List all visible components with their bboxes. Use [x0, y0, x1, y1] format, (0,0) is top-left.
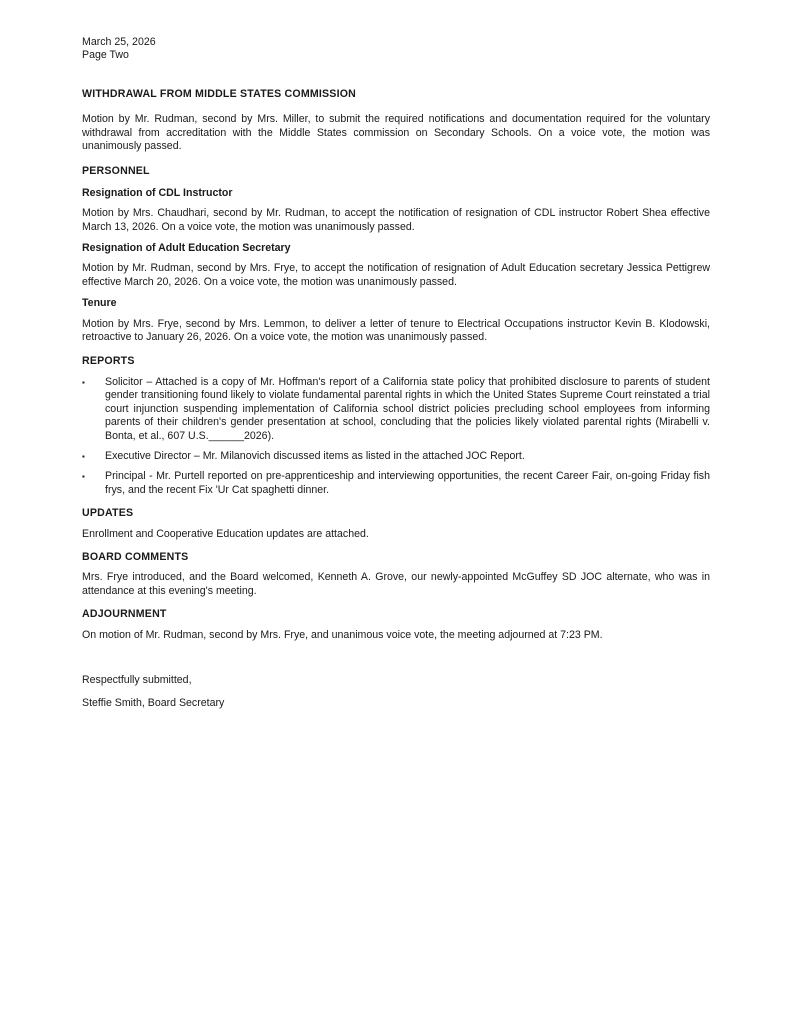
updates-text: Enrollment and Cooperative Education updates are attached.: [82, 527, 369, 540]
board-comments-heading: BOARD COMMENTS: [82, 550, 189, 563]
minutes-page: [82, 36, 710, 711]
cdl-resignation-title: Resignation of CDL Instructor: [82, 186, 233, 199]
report-text: Principal - Mr. Purtell reported on pre-apprenticeship and interviewing opportunities, the recent Career Fair, on-going Friday fish frys, and the recent Fix 'Ur Cat spaghetti dinner.: [105, 470, 710, 496]
bullet-icon: ▪: [82, 377, 85, 387]
reports-list: [82, 376, 710, 497]
adjournment-heading: ADJOURNMENT: [82, 608, 167, 621]
report-item-executive-director: [82, 450, 710, 463]
secretary-resignation-text: Motion by Mr. Rudman, second by Mrs. Frye, to accept the notification of resignation of Adult Education secretary Jessica Pettigrew effective March 20, 2026. On a voice vote, the motion was unanimously passed.: [82, 262, 710, 288]
document-date: March 25, 2026: [82, 36, 156, 48]
withdrawal-text: Motion by Mr. Rudman, second by Mrs. Miller, to submit the required notifications and documentation required for the voluntary withdrawal from accreditation with the Middle States commission on Secondary Schools. On a voice vote, the motion was unanimously passed.: [82, 113, 710, 153]
report-text: Solicitor – Attached is a copy of Mr. Hoffman's report of a California state policy that prohibited disclosure to parents of student gender transitioning found likely to violate fundamental parental rights in which the United States Supreme Court reinstated a trial court injunction suspending implementation of California school district policies precluding school employees from informing parents of their children's gender presentation at school, concluding that the policies likely violated parental rights (Mirabelli v. Bonta, et al., 607 U.S.______2026).: [105, 375, 710, 442]
personnel-heading: PERSONNEL: [82, 165, 150, 178]
report-item-solicitor: [82, 376, 710, 443]
closing-salutation: Respectfully submitted,: [82, 674, 192, 686]
board-comments-text: Mrs. Frye introduced, and the Board welcomed, Kenneth A. Grove, our newly-appointed McGuffey SD JOC alternate, who was in attendance at this evening's meeting.: [82, 571, 710, 597]
reports-heading: REPORTS: [82, 354, 135, 367]
report-text: Executive Director – Mr. Milanovich discussed items as listed in the attached JOC Report.: [105, 449, 525, 462]
page-label: Page Two: [82, 49, 129, 62]
tenure-title: Tenure: [82, 297, 117, 310]
withdrawal-heading: WITHDRAWAL FROM MIDDLE STATES COMMISSION: [82, 87, 357, 100]
cdl-resignation-text: Motion by Mrs. Chaudhari, second by Mr. Rudman, to accept the notification of resignation of CDL instructor Robert Shea effective March 13, 2026. On a voice vote, the motion was unanimously passed.: [82, 207, 710, 233]
closing-signature: Steffie Smith, Board Secretary: [82, 697, 225, 710]
report-item-principal: [82, 470, 710, 497]
tenure-text: Motion by Mrs. Frye, second by Mrs. Lemmon, to deliver a letter of tenure to Electrical Occupations instructor Kevin B. Klodowski, retroactive to January 26, 2026. On a voice vote, the motion was unanimously passed.: [82, 317, 710, 344]
bullet-icon: ▪: [82, 451, 85, 461]
bullet-icon: ▪: [82, 472, 85, 482]
updates-heading: UPDATES: [82, 507, 134, 520]
adjournment-text: On motion of Mr. Rudman, second by Mrs. Frye, and unanimous voice vote, the meeting adjourned at 7:23 PM.: [82, 628, 603, 641]
secretary-resignation-title: Resignation of Adult Education Secretary: [82, 242, 291, 255]
